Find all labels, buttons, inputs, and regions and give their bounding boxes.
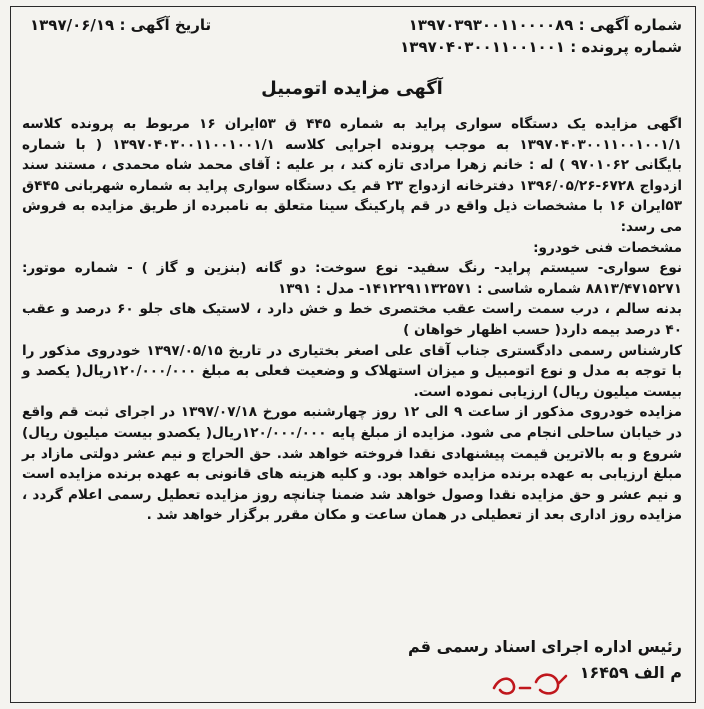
ad-number <box>409 14 682 36</box>
paragraph-appraisal: کارشناس رسمی دادگستری جناب آقای علی اصغر بختیاری در تاریخ ۱۳۹۷/۰۵/۱۵ خودروی مذکور را با توجه به مدل و نوع اتومبیل و میزان استهلاک و وضعیت فعلی به مبلغ ۱۲۰/۰۰۰/۰۰۰ریال( یکصد و بیست میلیون ریال) ارزیابی نموده است. <box>22 342 683 400</box>
case-number-label: شماره پرونده : <box>570 38 682 56</box>
paragraph-auction-terms: مزایده خودروی مذکور از ساعت ۹ الی ۱۲ روز چهارشنبه مورخ ۱۳۹۷/۰۷/۱۸ در اجرای ثبت قم واقع در خیابان ساحلی انجام می شود. مزایده از مبلغ پایه ۱۲۰/۰۰۰/۰۰۰ریال( یکصدو بیست میلیون ریال) شروع و به بالاترین قیمت پیشنهادی نقدا فروخته خواهد شد. حق الحراج و نیم عشر دولتی مازاد بر مبلغ ارزیابی به عهده برنده مزایده خواهد بود. و کلیه هزینه های قانونی به عهده برنده مزایده است و نیم عشر و حق مزایده نقدا وصول خواهد شد ضمنا چنانچه روز مزایده تعطیل رسمی اعلام گردد ، مزایده روز اداری بعد از تعطیلی در همان ساعت و مکان مقرر برگزار خواهد شد . <box>22 404 682 524</box>
ad-date <box>30 14 211 36</box>
case-number <box>400 36 682 58</box>
notice-header <box>30 14 682 58</box>
case-number-value: ۱۳۹۷۰۴۰۳۰۰۱۱۰۰۱۰۰۱ <box>400 38 565 56</box>
notice-body <box>22 114 682 526</box>
ad-number-value: ۱۳۹۷۰۳۹۳۰۰۱۱۰۰۰۰۸۹ <box>408 16 574 34</box>
ad-number-label: شماره آگهی : <box>578 16 682 34</box>
paragraph-specs-heading: مشخصات فنی خودرو: <box>533 239 682 256</box>
paragraph-condition: بدنه سالم ، درب سمت راست عقب مختصری خط و خش دارد ، لاستیک های جلو ۶۰ درصد و عقب ۴۰ درصد بیمه دارد( حسب اظهار خواهان ) <box>22 301 682 338</box>
ad-date-label: تاریخ آگهی : <box>119 16 212 34</box>
header-row-1 <box>30 14 682 36</box>
signature-icon <box>490 668 570 704</box>
paragraph-vehicle-specs: نوع سواری- سیستم پراید- رنگ سفید- نوع سوخت: دو گانه (بنزین و گاز ) - شماره موتور: ۸۸۱۳/۴۷۱۵۲۷۱ شماره شاسی : ۱۴۱۲۲۹۱۱۳۲۵۷۱- مدل : ۱۳۹۱ <box>22 260 682 297</box>
notice-code: م الف ۱۶۴۵۹ <box>579 663 682 682</box>
ad-date-value: ۱۳۹۷/۰۶/۱۹ <box>30 16 115 34</box>
notice-title: آگهی مزایده اتومبیل <box>261 78 443 99</box>
paragraph-intro: اگهی مزایده یک دستگاه سواری پراید به شماره ۴۴۵ ق ۵۳ایران ۱۶ مربوط به پرونده کلاسه ۱۳۹۷۰۴۰۳۰۰۱۱۰۰۱۰۰۱/۱ به موجب پرونده اجرایی کلاسه ۱۳۹۷۰۴۰۳۰۰۱۱۰۰۱۰۰۱/۱ ( با شماره بایگانی ۹۷۰۱۰۶۲ ) له : خانم زهرا مرادی تازه کند ، بر علیه : آقای محمد شاه محمدی ، مستند سند ازدواج ۶۷۲۸-۱۳۹۶/۰۵/۲۶ دفترخانه ازدواج ۲۳ قم یک دستگاه سواری پراید به شماره شهربانی ۴۴۵ق ۵۳ایران ۱۶ با مشخصات ذیل واقع در قم پارکینگ سینا متعلق به نامبرده از طریق مزایده به فروش می رسد: <box>22 116 683 235</box>
header-row-2 <box>30 36 682 58</box>
signatory-title: رئیس اداره اجرای اسناد رسمی قم <box>407 637 682 656</box>
